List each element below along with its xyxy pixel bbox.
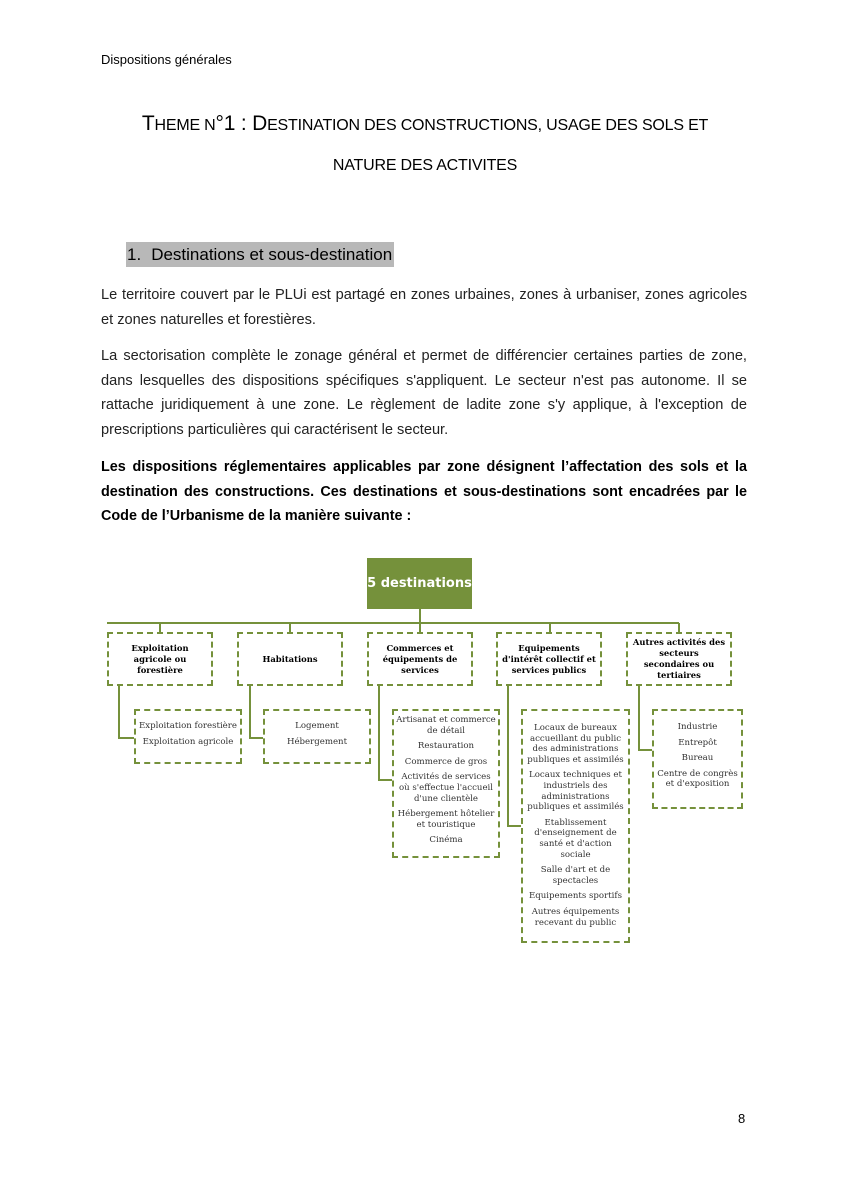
subitem: Industrie <box>677 722 718 732</box>
subitem: Artisanat et commerce de détail <box>396 715 496 736</box>
subitem: Centre de congrès et d'exposition <box>657 768 738 790</box>
root-node: 5 destinations <box>367 558 472 609</box>
page-title: THEME N°1 : DESTINATION DES CONSTRUCTIONS, USAGE DES SOLS ET NATURE DES ACTIVITES <box>141 112 709 174</box>
category-autres-activites: Autres activités des secteurs secondaires ou tertiaires <box>626 632 732 686</box>
subitem: Autres équipements recevant du public <box>531 906 620 928</box>
paragraph-sectorisation: La sectorisation complète le zonage général et permet de différencier certaines parties de zone, dans lesquelles des dispositions spécifiques s'appliquent. Le secteur n'est pas autonome. Il se rattache juridiquement à une zone. Le règlement de ladite zone s'y applique, à l'exception de prescriptions particulières qui caractérisent le secteur. <box>101 348 747 438</box>
subitems-equipements <box>521 709 630 943</box>
subitem: Entrepôt <box>678 737 717 748</box>
subitem: Bureau <box>681 753 714 764</box>
subitem: Exploitation agricole <box>142 736 234 747</box>
subitem: Hébergement hôtelier et touristique <box>397 809 495 830</box>
category-habitations: Habitations <box>237 632 343 686</box>
subitem: Activités de services où s'effectue l'accueil d'une clientèle <box>398 772 494 804</box>
subitem: Restauration <box>417 741 475 752</box>
page-header: Dispositions générales <box>101 52 232 67</box>
page-number: 8 <box>738 1111 746 1126</box>
paragraph-zones: Le territoire couvert par le PLUi est partagé en zones urbaines, zones à urbaniser, zones agricoles et zones naturelles et forestières. <box>101 287 747 328</box>
subitem: Commerce de gros <box>404 756 488 767</box>
subitem: Locaux de bureaux accueillant du public des administrations publiques et assimilés <box>527 723 624 765</box>
subitem: Locaux techniques et industriels des administrations publiques et assimilés <box>527 770 624 813</box>
subitem: Salle d'art et de spectacles <box>540 865 611 886</box>
subitem: Exploitation forestière <box>139 721 237 731</box>
category-equipements: Equipements d'intérêt collectif et services publics <box>496 632 602 686</box>
section-number: 1. <box>127 245 142 264</box>
subitem: Cinéma <box>429 835 463 846</box>
category-commerces: Commerces et équipements de services <box>367 632 473 686</box>
section-label: Destinations et sous-destination <box>151 245 393 264</box>
subitem: Etablissement d'enseignement de santé et d'action sociale <box>534 817 617 860</box>
subitem: Logement <box>295 721 339 731</box>
subitems-commerces <box>392 709 500 858</box>
category-agricole: Exploitation agricole ou forestière <box>107 632 213 686</box>
subitems-habitations <box>263 709 371 764</box>
subitem: Hébergement <box>286 736 348 747</box>
paragraph-dispositions: Les dispositions réglementaires applicables par zone désignent l’affectation des sols et la destination des constructions. Ces destinations et sous-destinations sont encadrées par le Code de l’Urbanisme de la manière suivante : <box>101 459 747 524</box>
subitems-agricole <box>134 709 242 764</box>
subitems-autres-activites <box>652 709 743 809</box>
subitem: Equipements sportifs <box>529 891 622 902</box>
